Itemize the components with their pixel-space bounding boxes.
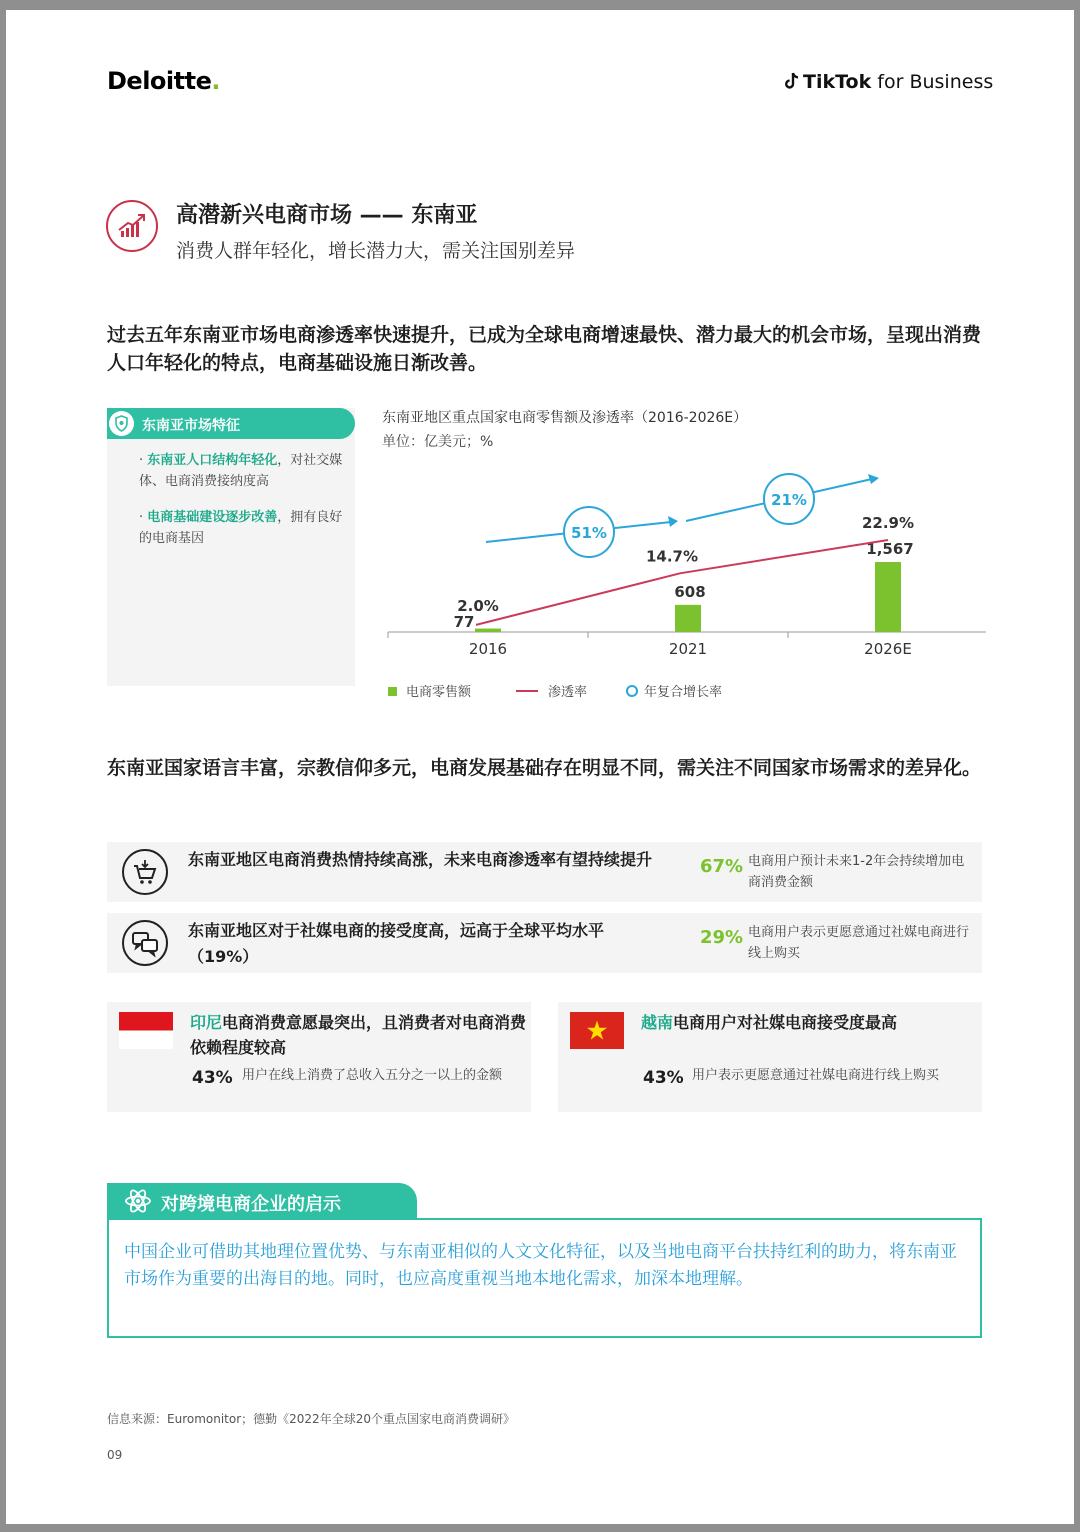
bar-ecommerce-sales — [475, 629, 501, 632]
tiktok-logo-bold: TikTok — [803, 71, 872, 93]
chart-title: 东南亚地区重点国家电商零售额及渗透率（2016-2026E） — [382, 410, 748, 426]
stat-headline: 东南亚地区对于社媒电商的接受度高，远高于全球平均水平（19%） — [188, 921, 605, 966]
x-tick-label: 2021 — [668, 640, 708, 658]
indonesia-headline — [190, 1010, 530, 1060]
report-page — [6, 10, 1074, 1524]
feature-item — [139, 450, 344, 492]
vietnam-flag — [570, 1012, 624, 1049]
deloitte-logo-text: Deloitte — [107, 67, 212, 95]
feature-highlight: 电商基础建设逐步改善 — [147, 510, 278, 525]
sales-penetration-chart — [376, 450, 986, 710]
bar-value-label: 608 — [674, 582, 706, 601]
indonesia-flag — [119, 1012, 173, 1049]
penetration-label: 2.0% — [457, 596, 499, 615]
x-tick-label: 2026E — [864, 640, 912, 658]
diversity-paragraph: 东南亚国家语言丰富，宗教信仰多元，电商发展基础存在明显不同，需关注不同国家市场需求的差异化。 — [107, 757, 982, 779]
penetration-label: 22.9% — [861, 514, 915, 532]
stat-percent: 67% — [700, 856, 744, 877]
section-title: 高潜新兴电商市场 —— 东南亚 — [176, 203, 478, 228]
tiktok-for-business-logo — [784, 71, 993, 93]
feature-text: ，对社交媒体、电商消费接纳度高 — [139, 453, 343, 489]
feature-item — [139, 507, 344, 549]
vietnam-percent: 43% — [643, 1068, 684, 1088]
country-headline-text: 电商消费意愿最突出，且消费者对电商消费依赖程度较高 — [190, 1013, 527, 1057]
legend-label: 电商零售额 — [406, 685, 472, 700]
bar-value-label: 1,567 — [866, 540, 914, 558]
growth-chart-icon — [106, 200, 158, 252]
x-tick-label: 2016 — [468, 640, 508, 658]
indonesia-description: 用户在线上消费了总收入五分之一以上的金额 — [242, 1068, 503, 1083]
bar-value-label: 77 — [453, 613, 475, 631]
tiktok-logo-rest: for Business — [871, 71, 994, 93]
penetration-label: 14.7% — [645, 547, 699, 566]
intro-paragraph: 过去五年东南亚市场电商渗透率快速提升，已成为全球电商增速最快、潜力最大的机会市场，呈现出消费人口年轻化的特点，电商基础设施日渐改善。 — [107, 324, 982, 374]
legend-swatch-sales — [388, 687, 397, 696]
cagr-label: 21% — [771, 491, 807, 509]
bar-ecommerce-sales — [875, 562, 901, 632]
country-name: 越南 — [641, 1013, 674, 1032]
stat-description: 电商用户表示更愿意通过社媒电商进行线上购买 — [748, 925, 970, 961]
country-name: 印尼 — [190, 1013, 223, 1032]
stat-percent: 29% — [700, 927, 744, 948]
chat-bubbles-icon — [122, 920, 168, 966]
stat-headline: 东南亚地区电商消费热情持续高涨，未来电商渗透率有望持续提升 — [188, 850, 653, 869]
chart-unit: 单位：亿美元；% — [382, 434, 494, 450]
feature-highlight: 东南亚人口结构年轻化 — [147, 453, 278, 468]
page-number: 09 — [107, 1448, 123, 1462]
cagr-arrow-head — [868, 474, 879, 484]
deloitte-logo-dot: . — [211, 67, 220, 95]
deloitte-logo — [107, 67, 220, 95]
feature-text: ，拥有良好的电商基因 — [139, 510, 343, 546]
section-subtitle: 消费人群年轻化，增长潜力大，需关注国别差异 — [176, 240, 576, 262]
vietnam-headline — [641, 1010, 981, 1035]
legend-label: 年复合增长率 — [644, 685, 723, 700]
feature-panel-title: 东南亚市场特征 — [142, 418, 240, 434]
cagr-arrow-head — [668, 516, 678, 527]
stat-description: 电商用户预计未来1-2年会持续增加电商消费金额 — [748, 854, 965, 890]
tiktok-note-icon — [784, 72, 800, 90]
cagr-label: 51% — [571, 524, 607, 542]
insight-title: 对跨境电商企业的启示 — [161, 1194, 341, 1215]
country-headline-text: 电商用户对社媒电商接受度最高 — [673, 1013, 898, 1032]
insight-text: 中国企业可借助其地理位置优势、与东南亚相似的人文文化特征，以及当地电商平台扶持红利的助力，将东南亚市场作为重要的出海目的地。同时，也应高度重视当地本地化需求，加深本地理解。 — [124, 1242, 957, 1289]
feature-bullet: · — [139, 510, 144, 525]
bar-ecommerce-sales — [675, 605, 701, 632]
vietnam-description: 用户表示更愿意通过社媒电商进行线上购买 — [692, 1068, 940, 1083]
indonesia-percent: 43% — [192, 1068, 233, 1088]
legend-swatch-cagr — [627, 686, 637, 696]
shield-icon — [109, 411, 134, 436]
source-note: 信息来源：Euromonitor；德勤《2022年全球20个重点国家电商消费调研》 — [107, 1412, 515, 1426]
atom-icon — [124, 1187, 152, 1215]
feature-bullet: · — [139, 453, 144, 468]
legend-label: 渗透率 — [548, 685, 588, 700]
shopping-cart-icon — [122, 849, 168, 895]
